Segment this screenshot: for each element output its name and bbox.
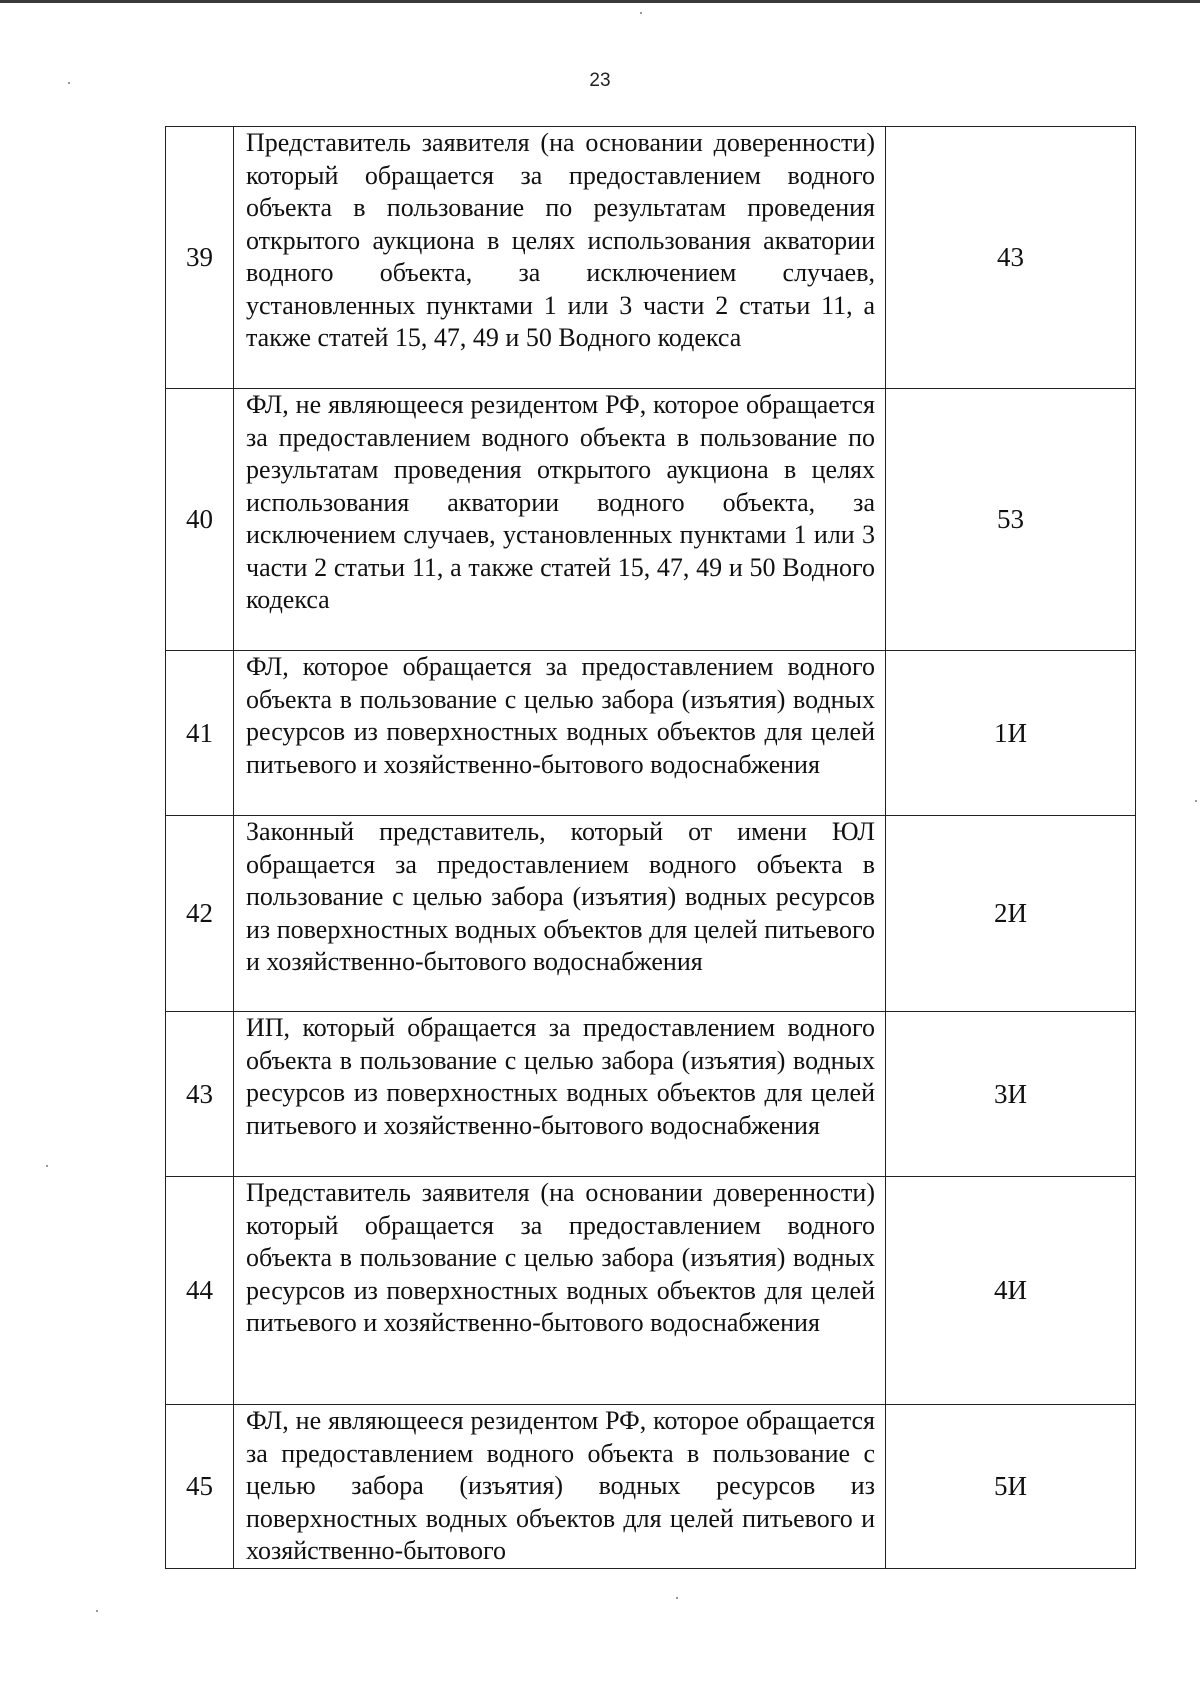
description-text: Представитель заявителя (на основании доверенности) который обращается за предоставлением водного объекта в пользование с целью забора (изъятия) водных ресурсов из поверхностных водных объектов для целей питьевого и хозяйственно-бытового водоснабжения [246,1178,875,1337]
applicant-description [234,389,886,651]
scan-speck [640,12,642,14]
description-text: ФЛ, не являющееся резидентом РФ, которое обращается за предоставлением водного объекта в пользование с целью забора (изъятия) водных ресурсов из поверхностных водных объектов для целей питьевого и хозяйственно-бытового [246,1406,875,1565]
applicant-description [234,1405,886,1569]
table-row [166,1405,1136,1569]
scan-speck [676,1597,678,1599]
description-text: Представитель заявителя (на основании доверенности) который обращается за предоставлением водного объекта в пользование по результатам проведения открытого аукциона в целях использования акватории водного объекта, за исключением случаев, установленных пунктами 1 или 3 части 2 статьи 11, а также статей 15, 47, 49 и 50 Водного кодекса [246,128,875,352]
description-text: ФЛ, которое обращается за предоставлением водного объекта в пользование с целью забора (изъятия) водных ресурсов из поверхностных водных объектов для целей питьевого и хозяйственно-бытового водоснабжения [246,652,875,779]
scan-speck [46,1165,48,1167]
scan-top-edge [0,0,1200,3]
scan-speck [1195,800,1197,802]
applicant-code: 3И [886,1012,1136,1177]
description-text: ФЛ, не являющееся резидентом РФ, которое обращается за предоставлением водного объекта в пользование по результатам проведения открытого аукциона в целях использования акватории водного объекта, за исключением случаев, установленных пунктами 1 или 3 части 2 статьи 11, а также статей 15, 47, 49 и 50 Водного кодекса [246,390,875,614]
row-number: 42 [166,816,234,1012]
table-row [166,651,1136,816]
applicant-code: 5И [886,1405,1136,1569]
applicant-codes-table [165,126,1136,1569]
applicant-code: 4И [886,1177,1136,1405]
row-number: 43 [166,1012,234,1177]
description-text: ИП, который обращается за предоставлением водного объекта в пользование с целью забора (изъятия) водных ресурсов из поверхностных водных объектов для целей питьевого и хозяйственно-бытового водоснабжения [246,1013,875,1140]
applicant-description [234,1012,886,1177]
applicant-description [234,651,886,816]
table-row [166,389,1136,651]
row-number: 40 [166,389,234,651]
scan-speck [68,82,70,84]
row-number: 45 [166,1405,234,1569]
table-row [166,127,1136,389]
row-number: 44 [166,1177,234,1405]
applicant-code: 43 [886,127,1136,389]
applicant-description [234,127,886,389]
row-number: 41 [166,651,234,816]
table-row [166,1177,1136,1405]
applicant-description [234,816,886,1012]
applicant-code: 2И [886,816,1136,1012]
table-row [166,1012,1136,1177]
description-text: Законный представитель, который от имени ЮЛ обращается за предоставлением водного объекта в пользование с целью забора (изъятия) водных ресурсов из поверхностных водных объектов для целей питьевого и хозяйственно-бытового водоснабжения [246,817,875,976]
row-number: 39 [166,127,234,389]
applicant-description [234,1177,886,1405]
applicant-code: 53 [886,389,1136,651]
applicant-code: 1И [886,651,1136,816]
scan-speck [96,1610,98,1612]
page-number: 23 [589,70,611,91]
table-row [166,816,1136,1012]
